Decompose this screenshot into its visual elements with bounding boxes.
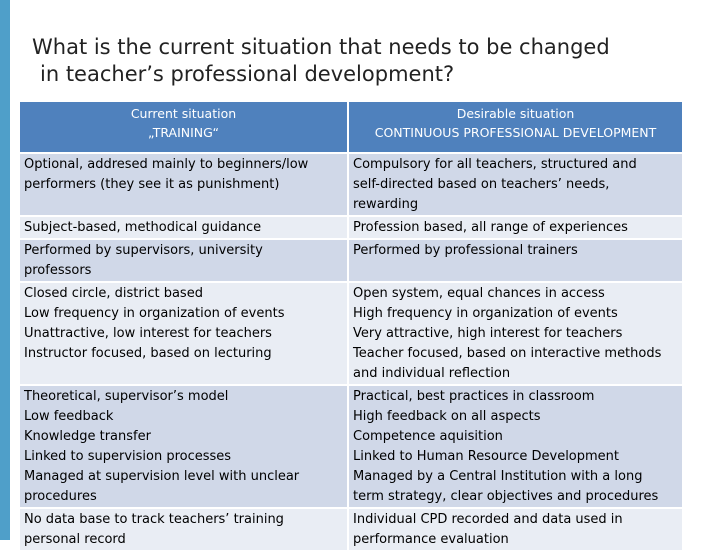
header-line: „TRAINING“ [147, 125, 220, 140]
title-line-1: What is the current situation that needs to be changed [32, 35, 610, 59]
header-line: Current situation [130, 106, 237, 121]
cell-line: procedures [24, 489, 97, 504]
accent-bar [0, 0, 10, 540]
cell-line: Teacher focused, based on interactive methods [353, 346, 662, 361]
cell-line: and individual reflection [353, 366, 511, 381]
cell-line: performers (they see it as punishment) [24, 177, 280, 192]
cell-line: self-directed based on teachers’ needs, [353, 177, 610, 192]
table-row [19, 216, 683, 239]
cell-desirable-situation [348, 216, 683, 239]
table-body [19, 153, 683, 551]
cell-desirable-situation [348, 282, 683, 385]
cell-desirable-situation [348, 239, 683, 282]
cell-line: Open system, equal chances in access [353, 286, 605, 301]
cell-line: professors [24, 263, 92, 278]
cell-line: High frequency in organization of events [353, 306, 618, 321]
cell-line: Competence aquisition [353, 429, 503, 444]
header-current-situation [19, 101, 348, 153]
table-header-row [19, 101, 683, 153]
header-line: CONTINUOUS PROFESSIONAL DEVELOPMENT [374, 125, 657, 140]
cell-line: Closed circle, district based [24, 286, 203, 301]
table-row [19, 239, 683, 282]
header-desirable-situation [348, 101, 683, 153]
table-row [19, 385, 683, 508]
cell-line: Optional, addresed mainly to beginners/low [24, 157, 309, 172]
cell-line: rewarding [353, 197, 419, 212]
cell-line: High feedback on all aspects [353, 409, 541, 424]
cell-line: Profession based, all range of experiences [353, 220, 628, 235]
cell-line: Subject-based, methodical guidance [24, 220, 262, 235]
cell-line: personal record [24, 532, 126, 547]
cell-current-situation [19, 282, 348, 385]
cell-line: Managed at supervision level with unclear [24, 469, 300, 484]
cell-line: Low feedback [24, 409, 114, 424]
cell-line: Linked to Human Resource Development [353, 449, 620, 464]
table-row [19, 282, 683, 385]
cell-line: Practical, best practices in classroom [353, 389, 595, 404]
table-row [19, 508, 683, 551]
cell-line: Linked to supervision processes [24, 449, 232, 464]
title-line-2: in teacher’s professional development? [40, 62, 455, 86]
cell-current-situation [19, 508, 348, 551]
cell-line: Instructor focused, based on lecturing [24, 346, 272, 361]
cell-desirable-situation [348, 385, 683, 508]
cell-line: term strategy, clear objectives and procedures [353, 489, 659, 504]
table-row [19, 153, 683, 216]
slide-title [32, 34, 702, 88]
header-line: Desirable situation [456, 106, 575, 121]
cell-line: Theoretical, supervisor’s model [24, 389, 229, 404]
cell-current-situation [19, 385, 348, 508]
cell-line: Individual CPD recorded and data used in [353, 512, 623, 527]
cell-line: Knowledge transfer [24, 429, 151, 444]
cell-line: Performed by professional trainers [353, 243, 578, 258]
cell-line: Very attractive, high interest for teachers [353, 326, 623, 341]
cell-current-situation [19, 153, 348, 216]
cell-line: Performed by supervisors, university [24, 243, 263, 258]
cell-desirable-situation [348, 508, 683, 551]
cell-current-situation [19, 216, 348, 239]
cell-line: Compulsory for all teachers, structured and [353, 157, 637, 172]
cell-line: Low frequency in organization of events [24, 306, 285, 321]
cell-desirable-situation [348, 153, 683, 216]
cell-line: Managed by a Central Institution with a long [353, 469, 643, 484]
comparison-table [18, 100, 684, 552]
cell-current-situation [19, 239, 348, 282]
cell-line: No data base to track teachers’ training [24, 512, 284, 527]
cell-line: Unattractive, low interest for teachers [24, 326, 272, 341]
cell-line: performance evaluation [353, 532, 509, 547]
